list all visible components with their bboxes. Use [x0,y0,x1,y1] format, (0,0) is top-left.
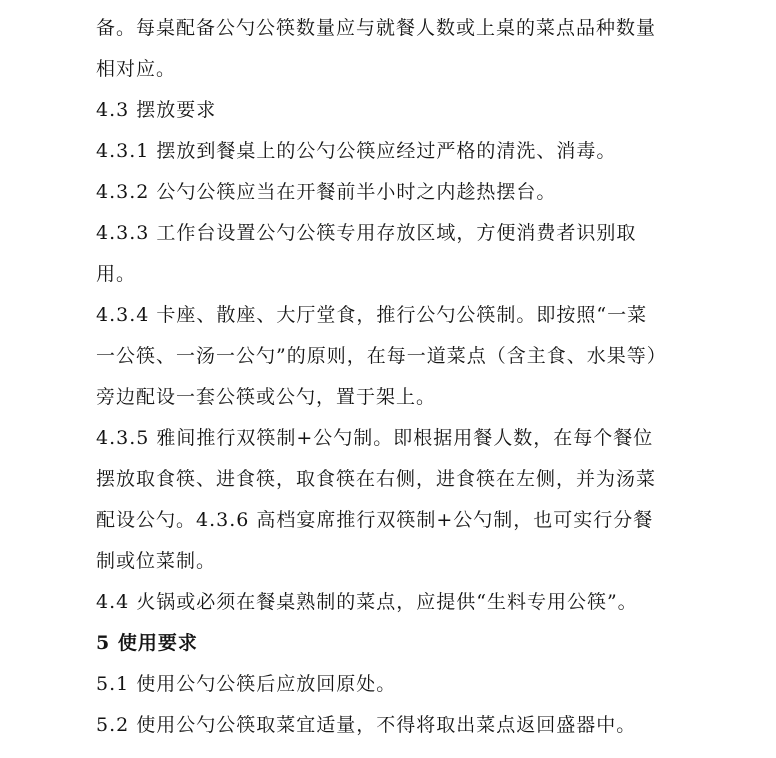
section-heading-5: 5 使用要求 [96,632,198,654]
clause-4-3-5-and-4-3-6: 配设公勺。4.3.6 高档宴席推行双筷制+公勺制，也可实行分餐 [96,509,654,531]
clause-4-3-4-continued: 一公筷、一汤一公勺”的原则，在每一道菜点（含主食、水果等） [96,345,667,367]
clause-5-2: 5.2 使用公勺公筷取菜宜适量，不得将取出菜点返回盛器中。 [96,714,637,736]
clause-4-3-4-continued: 旁边配设一套公筷或公勺，置于架上。 [96,386,437,408]
body-text-line: 备。每桌配备公勺公筷数量应与就餐人数或上桌的菜点品种数量 [96,17,657,39]
clause-4-3-5-continued: 摆放取食筷、进食筷，取食筷在右侧，进食筷在左侧，并为汤菜 [96,468,657,490]
clause-4-3-5: 4.3.5 雅间推行双筷制+公勺制。即根据用餐人数，在每个餐位 [96,427,654,449]
clause-5-1: 5.1 使用公勺公筷后应放回原处。 [96,673,397,695]
section-heading-4-3: 4.3 摆放要求 [96,99,217,121]
clause-4-3-3-continued: 用。 [96,263,137,285]
clause-4-4: 4.4 火锅或必须在餐桌熟制的菜点，应提供“生料专用公筷”。 [96,591,638,613]
clause-4-3-1: 4.3.1 摆放到餐桌上的公勺公筷应经过严格的清洗、消毒。 [96,140,617,162]
clause-4-3-3: 4.3.3 工作台设置公勺公筷专用存放区域，方便消费者识别取 [96,222,637,244]
clause-4-3-6-continued: 制或位菜制。 [96,550,217,572]
clause-4-3-2: 4.3.2 公勺公筷应当在开餐前半小时之内趁热摆台。 [96,181,557,203]
clause-4-3-4: 4.3.4 卡座、散座、大厅堂食，推行公勺公筷制。即按照“一菜 [96,304,648,326]
body-text-line: 相对应。 [96,58,177,80]
